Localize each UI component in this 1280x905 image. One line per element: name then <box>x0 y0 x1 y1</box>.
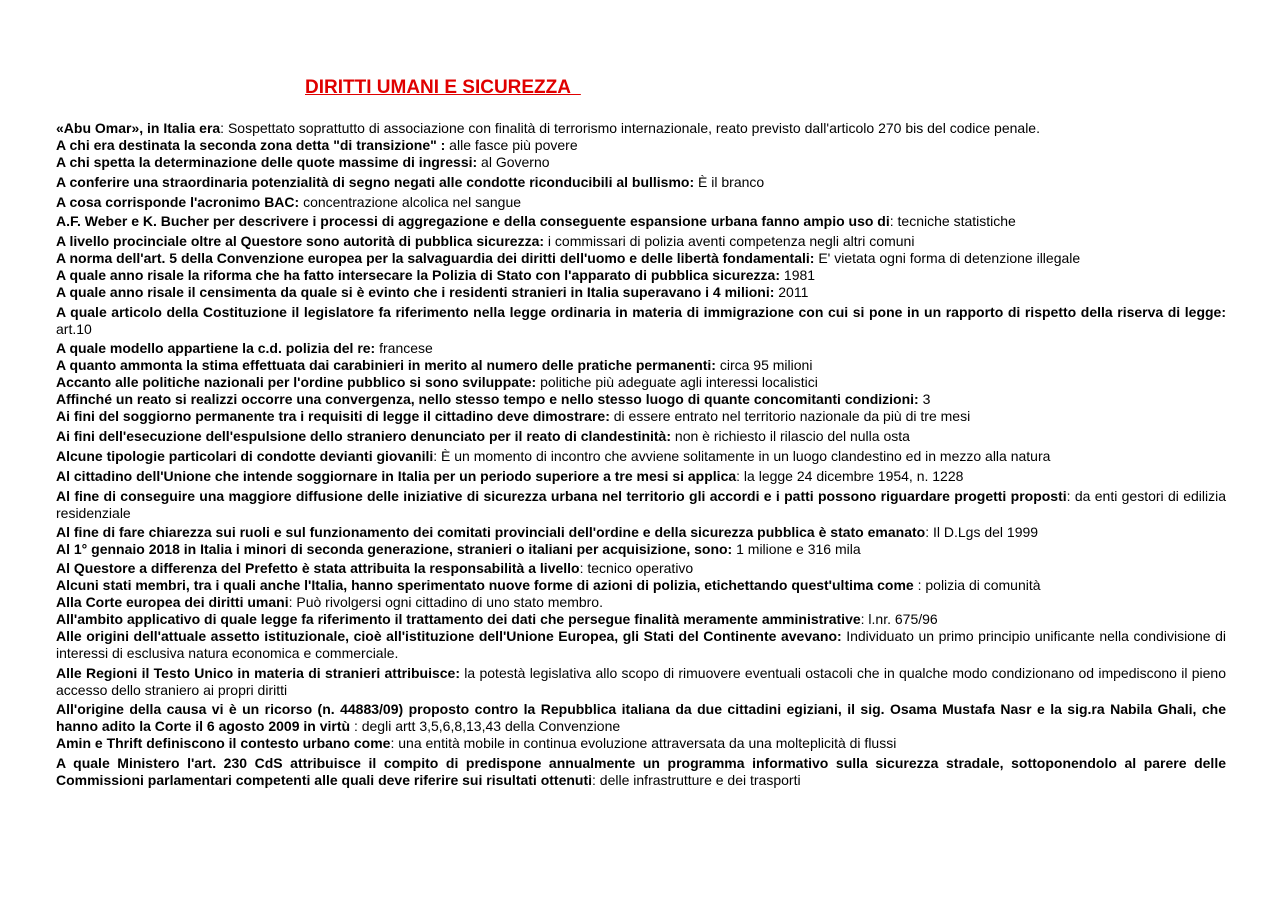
question-text: Alle origini dell'attuale assetto istituzionale, cioè all'istituzione dell'Unione Europea, gli Stati del Continente avevano: <box>56 628 842 644</box>
question-text: A quale anno risale il censimenta da quale si è evinto che i residenti stranieri in Italia superavano i 4 milioni: <box>56 284 775 300</box>
answer-text: politiche più adeguate agli interessi localistici <box>536 374 818 390</box>
qa-entry <box>56 755 1226 789</box>
qa-entry <box>56 374 1226 391</box>
qa-entry <box>56 611 1226 628</box>
qa-entry <box>56 488 1226 522</box>
question-text: Ai fini del soggiorno permanente tra i requisiti di legge il cittadino deve dimostrare: <box>56 408 610 424</box>
question-text: Amin e Thrift definiscono il contesto urbano come <box>56 735 391 751</box>
question-text: A quanto ammonta la stima effettuata dai carabinieri in merito al numero delle pratiche permanenti: <box>56 357 716 373</box>
answer-text: : È un momento di incontro che avviene solitamente in un luogo clandestino ed in mezzo alla natura <box>433 448 1051 464</box>
qa-entry <box>56 137 1226 154</box>
qa-entry <box>56 267 1226 284</box>
answer-text: : l.nr. 675/96 <box>860 611 938 627</box>
question-text: A.F. Weber e K. Bucher per descrivere i processi di aggregazione e della conseguente espansione urbana fanno ampio uso di <box>56 213 890 229</box>
question-text: A quale anno risale la riforma che ha fatto intersecare la Polizia di Stato con l'apparato di pubblica sicurezza: <box>56 267 781 283</box>
answer-text: al Governo <box>477 154 550 170</box>
question-text: Al Questore a differenza del Prefetto è stata attribuita la responsabilità a livello <box>56 560 580 576</box>
qa-entry <box>56 340 1226 357</box>
answer-text: : tecniche statistiche <box>889 213 1016 229</box>
answer-text: alle fasce più povere <box>445 137 578 153</box>
qa-list <box>56 120 1226 789</box>
question-text: Accanto alle politiche nazionali per l'ordine pubblico si sono sviluppate: <box>56 374 537 390</box>
qa-entry <box>56 154 1226 171</box>
qa-entry <box>56 194 1226 211</box>
question-text: Affinché un reato si realizzi occorre una convergenza, nello stesso tempo e nello stesso luogo di quante concomitanti condizioni: <box>56 391 919 407</box>
question-text: Alcune tipologie particolari di condotte devianti giovanili <box>56 448 434 464</box>
qa-entry <box>56 541 1226 558</box>
answer-text: : degli artt 3,5,6,8,13,43 della Convenzione <box>350 718 621 734</box>
answer-text: : Può rivolgersi ogni cittadino di uno stato membro. <box>288 594 603 610</box>
answer-text: 1981 <box>780 267 816 283</box>
question-text: All'ambito applicativo di quale legge fa riferimento il trattamento dei dati che persegue finalità meramente amministrative <box>56 611 861 627</box>
answer-text: È il branco <box>694 174 765 190</box>
answer-text: 3 <box>918 391 931 407</box>
qa-entry <box>56 250 1226 267</box>
question-text: A quale articolo della Costituzione il legislatore fa riferimento nella legge ordinaria in materia di immigrazione con cui si pone in un rapporto di rispetto della riserva di legge: <box>56 304 1226 320</box>
question-text: Ai fini dell'esecuzione dell'espulsione dello straniero denunciato per il reato di clandestinità: <box>56 428 672 444</box>
qa-entry <box>56 120 1226 137</box>
answer-text: non è richiesto il rilascio del nulla osta <box>671 428 910 444</box>
answer-text: : una entità mobile in continua evoluzione attraversata da una molteplicità di flussi <box>390 735 897 751</box>
qa-entry <box>56 213 1226 230</box>
question-text: A conferire una straordinaria potenzialità di segno negati alle condotte riconducibili al bullismo: <box>56 174 695 190</box>
document-title: DIRITTI UMANI E SICUREZZA <box>305 77 581 98</box>
question-text: Al fine di fare chiarezza sui ruoli e sul funzionamento dei comitati provinciali dell'ordine e della sicurezza pubblica è stato emanato <box>56 524 926 540</box>
question-text: Al 1° gennaio 2018 in Italia i minori di seconda generazione, stranieri o italiani per acquisizione, sono: <box>56 541 733 557</box>
question-text: A norma dell'art. 5 della Convenzione europea per la salvaguardia dei diritti dell'uomo e delle libertà fondamentali: <box>56 250 815 266</box>
answer-text: di essere entrato nel territorio nazionale da più di tre mesi <box>609 408 971 424</box>
question-text: Al cittadino dell'Unione che intende soggiornare in Italia per un periodo superiore a tre mesi si applica <box>56 468 737 484</box>
qa-entry <box>56 701 1226 735</box>
qa-entry <box>56 524 1226 541</box>
answer-text: la potestà legislativa allo scopo di rimuovere eventuali ostacoli che in qualche modo condizionano od impediscono il pieno accesso dello straniero ai propri diritti <box>56 665 1227 698</box>
question-text: Al fine di conseguire una maggiore diffusione delle iniziative di sicurezza urbana nel territorio gli accordi e i patti possono riguardare progetti proposti <box>56 488 1067 504</box>
qa-entry <box>56 577 1226 594</box>
qa-entry <box>56 284 1226 301</box>
answer-text: Individuato un primo principio unificante nella condivisione di interessi di esclusiva natura economica e commerciale. <box>56 628 1226 661</box>
qa-entry <box>56 233 1226 250</box>
qa-entry <box>56 628 1226 662</box>
answer-text: : delle infrastrutture e dei trasporti <box>592 772 801 788</box>
qa-entry <box>56 408 1226 425</box>
qa-entry <box>56 594 1226 611</box>
answer-text: i commissari di polizia aventi competenza negli altri comuni <box>544 233 915 249</box>
question-text: A cosa corrisponde l'acronimo BAC: <box>56 194 300 210</box>
answer-text: E' vietata ogni forma di detenzione illegale <box>814 250 1081 266</box>
answer-text: : Sospettato soprattutto di associazione con finalità di terrorismo internazionale, reato previsto dall'articolo 270 bis del codice penale. <box>220 120 1040 136</box>
qa-entry <box>56 665 1226 699</box>
qa-entry <box>56 428 1226 445</box>
qa-entry <box>56 468 1226 485</box>
answer-text: : la legge 24 dicembre 1954, n. 1228 <box>736 468 964 484</box>
answer-text: francese <box>375 340 433 356</box>
answer-text: concentrazione alcolica nel sangue <box>299 194 522 210</box>
answer-text: : Il D.Lgs del 1999 <box>925 524 1039 540</box>
qa-entry <box>56 560 1226 577</box>
question-text: A chi era destinata la seconda zona detta "di transizione" : <box>56 137 446 153</box>
question-text: A quale Ministero l'art. 230 CdS attribuisce il compito di predispone annualmente un programma informativo sulla sicurezza stradale, sottoponendolo al parere delle Commissioni parlamentari competenti alle quali deve riferire sui risultati ottenuti <box>56 755 1226 788</box>
answer-text: : tecnico operativo <box>579 560 694 576</box>
answer-text: art.10 <box>56 321 92 337</box>
answer-text: : polizia di comunità <box>913 577 1041 593</box>
qa-entry <box>56 735 1226 752</box>
answer-text: 2011 <box>774 284 809 300</box>
answer-text: 1 milione e 316 mila <box>732 541 861 557</box>
question-text: Alla Corte europea dei diritti umani <box>56 594 289 610</box>
answer-text: : da enti gestori di edilizia residenziale <box>56 488 1226 521</box>
qa-entry <box>56 357 1226 374</box>
qa-entry <box>56 391 1226 408</box>
qa-entry <box>56 448 1226 465</box>
question-text: A livello procinciale oltre al Questore sono autorità di pubblica sicurezza: <box>56 233 545 249</box>
question-text: «Abu Omar», in Italia era <box>56 120 221 136</box>
answer-text: circa 95 milioni <box>715 357 813 373</box>
question-text: A chi spetta la determinazione delle quote massime di ingressi: <box>56 154 478 170</box>
question-text: All'origine della causa vi è un ricorso (n. 44883/09) proposto contro la Repubblica italiana da due cittadini egiziani, il sig. Osama Mustafa Nasr e la sig.ra Nabila Ghali, che hanno adito la Corte il 6 agosto 2009 in virtù <box>56 701 1226 734</box>
question-text: Alcuni stati membri, tra i quali anche l'Italia, hanno sperimentato nuove forme di azioni di polizia, etichettando quest'ultima come <box>56 577 914 593</box>
qa-entry <box>56 174 1226 191</box>
question-text: Alle Regioni il Testo Unico in materia di stranieri attribuisce: <box>56 665 460 681</box>
qa-entry <box>56 304 1226 338</box>
question-text: A quale modello appartiene la c.d. polizia del re: <box>56 340 376 356</box>
